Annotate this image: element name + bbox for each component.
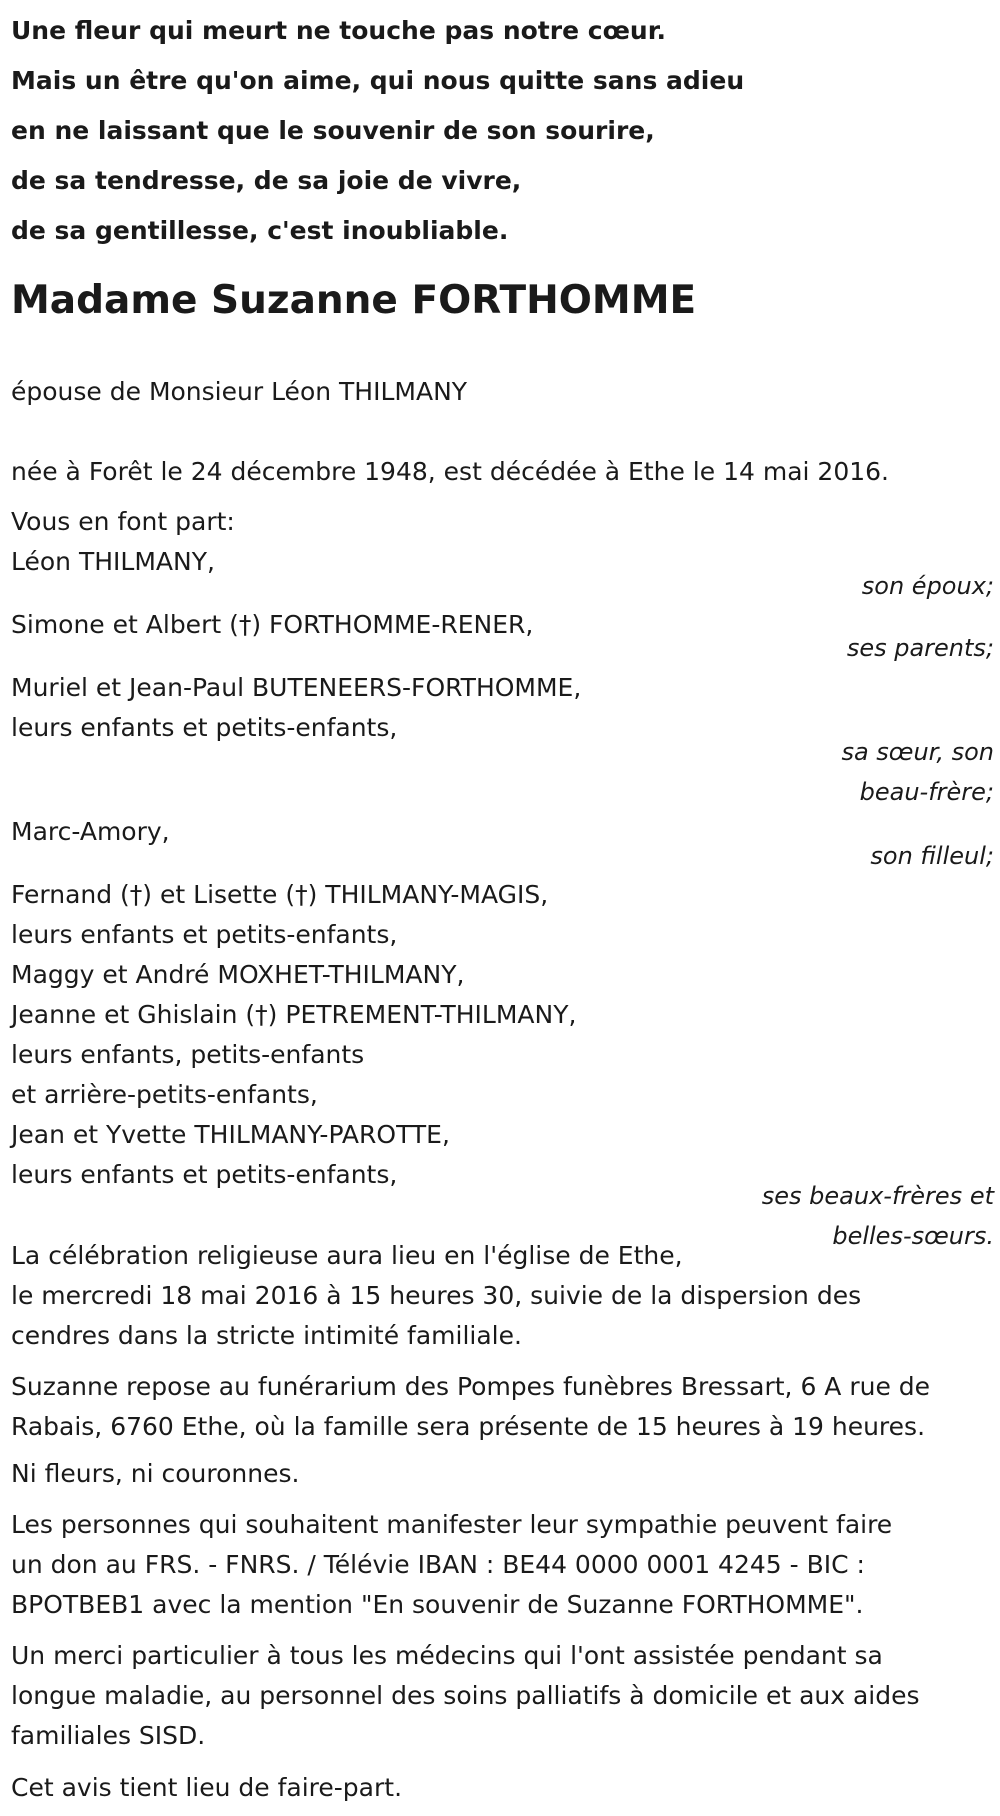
relation-label: ses parents; xyxy=(846,634,994,662)
closing-line: Cet avis tient lieu de faire-part. xyxy=(11,1773,403,1802)
repose-line: Suzanne repose au funérarium des Pompes funèbres Bressart, 6 A rue de xyxy=(11,1372,931,1401)
donation-line: un don au FRS. - FNRS. / Télévie IBAN : BE44 0000 0001 4245 - BIC : xyxy=(11,1550,865,1579)
spouse-line: épouse de Monsieur Léon THILMANY xyxy=(11,377,468,406)
family-group-in-laws xyxy=(11,875,576,1195)
thanks-paragraph xyxy=(11,1636,920,1756)
family-line: Léon THILMANY, xyxy=(11,547,215,576)
deceased-name: Madame Suzanne FORTHOMME xyxy=(11,278,697,323)
family-line: leurs enfants et petits-enfants, xyxy=(11,713,398,742)
relation-label xyxy=(841,732,994,812)
ceremony-paragraph xyxy=(11,1236,861,1356)
relation-label: son époux; xyxy=(861,572,994,600)
repose-paragraph xyxy=(11,1367,930,1447)
family-line: leurs enfants et petits-enfants, xyxy=(11,1160,398,1189)
relation-label-line: sa sœur, son xyxy=(841,738,994,766)
relation-label-line: belles-sœurs. xyxy=(832,1222,994,1250)
announcement-intro: Vous en font part: xyxy=(11,507,235,536)
thanks-line: Un merci particulier à tous les médecins qui l'ont assistée pendant sa xyxy=(11,1641,883,1670)
family-line: Muriel et Jean-Paul BUTENEERS-FORTHOMME, xyxy=(11,673,582,702)
family-line: Maggy et André MOXHET-THILMANY, xyxy=(11,960,465,989)
repose-line: Rabais, 6760 Ethe, où la famille sera présente de 15 heures à 19 heures. xyxy=(11,1412,926,1441)
poem-line: Mais un être qu'on aime, qui nous quitte sans adieu xyxy=(11,66,745,95)
birth-death-line: née à Forêt le 24 décembre 1948, est décédée à Ethe le 14 mai 2016. xyxy=(11,457,889,486)
family-group-godson xyxy=(11,812,170,852)
ceremony-line: La célébration religieuse aura lieu en l'église de Ethe, xyxy=(11,1241,683,1270)
ceremony-line: le mercredi 18 mai 2016 à 15 heures 30, suivie de la dispersion des xyxy=(11,1281,862,1310)
poem-line: en ne laissant que le souvenir de son sourire, xyxy=(11,116,655,145)
poem-line: Une fleur qui meurt ne touche pas notre cœur. xyxy=(11,16,666,45)
donation-line: Les personnes qui souhaitent manifester leur sympathie peuvent faire xyxy=(11,1510,893,1539)
poem xyxy=(11,6,744,256)
family-group-parents xyxy=(11,605,533,645)
family-line: Simone et Albert (†) FORTHOMME-RENER, xyxy=(11,610,534,639)
family-group-spouse xyxy=(11,542,215,582)
thanks-line: familiales SISD. xyxy=(11,1721,206,1750)
no-flowers-line: Ni fleurs, ni couronnes. xyxy=(11,1459,300,1488)
poem-line: de sa tendresse, de sa joie de vivre, xyxy=(11,166,522,195)
poem-line: de sa gentillesse, c'est inoubliable. xyxy=(11,216,509,245)
family-line: Jean et Yvette THILMANY-PAROTTE, xyxy=(11,1120,450,1149)
family-line: Jeanne et Ghislain (†) PETREMENT-THILMANY, xyxy=(11,1000,577,1029)
donation-line: BPOTBEB1 avec la mention "En souvenir de Suzanne FORTHOMME". xyxy=(11,1590,864,1619)
relation-label-line: beau-frère; xyxy=(859,778,994,806)
family-group-sister xyxy=(11,668,581,748)
ceremony-line: cendres dans la stricte intimité familiale. xyxy=(11,1321,522,1350)
family-line: et arrière-petits-enfants, xyxy=(11,1080,318,1109)
family-line: Fernand (†) et Lisette (†) THILMANY-MAGIS, xyxy=(11,880,549,909)
family-line: Marc-Amory, xyxy=(11,817,170,846)
donation-paragraph xyxy=(11,1505,892,1625)
relation-label-line: ses beaux-frères et xyxy=(761,1182,994,1210)
family-line: leurs enfants et petits-enfants, xyxy=(11,920,398,949)
relation-label: son filleul; xyxy=(870,842,994,870)
family-line: leurs enfants, petits-enfants xyxy=(11,1040,365,1069)
thanks-line: longue maladie, au personnel des soins palliatifs à domicile et aux aides xyxy=(11,1681,920,1710)
